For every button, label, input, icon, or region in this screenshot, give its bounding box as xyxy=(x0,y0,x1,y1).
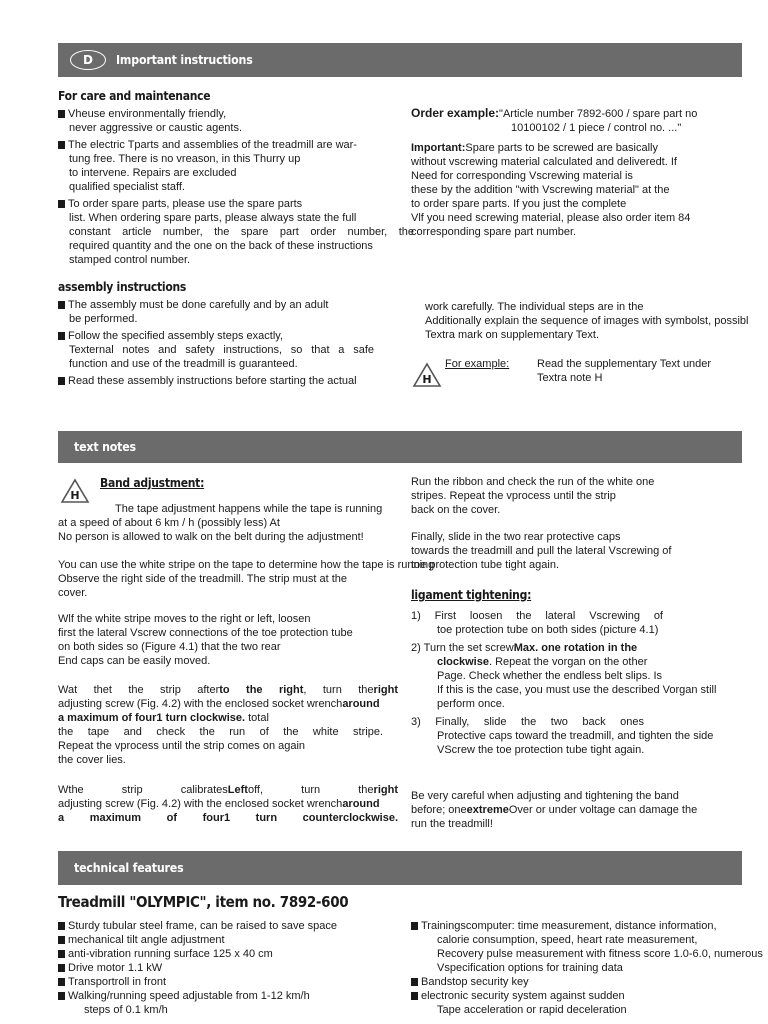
assembly-heading: assembly instructions xyxy=(58,280,187,294)
tech-feature: mechanical tilt angle adjustment xyxy=(58,933,337,947)
tech-feature: Bandstop security key xyxy=(411,975,763,989)
tech-feature: electronic security system against sudden xyxy=(411,989,763,1003)
warning-triangle-letter: H xyxy=(422,373,432,386)
important-label: Important: xyxy=(411,142,466,154)
assembly-item-2: Follow the specified assembly steps exactly, xyxy=(58,329,376,343)
band-intro: The tape adjustment happens while the tape is running at a speed of about 6 km / h (possibly less) At No person is allowed to walk on the belt during the adjustment! xyxy=(58,503,383,543)
tech-feature: anti-vibration running surface 125 x 40 cm xyxy=(58,947,337,961)
care-item-2: The electric Tparts and assemblies of the treadmill are war- xyxy=(58,138,410,152)
ligament-steps: 1) First loosen the lateral Vscrewing of toe protection tube on both sides (picture 4.1) 2) Turn the set screwMax. one rotation in the clockwise. Repeat the vorgan on the other Page. Check whether the endless belt slips. Is If this is the case, you must use the described Vorgan still perform once. 3) Finally, slide the two back ones Protective caps toward the treadmill, and tighten the side VScrew the toe protection tube tight again. xyxy=(411,610,717,756)
band-caps-note: Finally, slide in the two rear protective caps towards the treadmill and pull the lateral Vscrewing of toe protection tube tight again. xyxy=(411,531,672,571)
band-run-check: Run the ribbon and check the run of the white one stripes. Repeat the vprocess until the strip back on the cover. xyxy=(411,476,655,516)
warning-triangle-icon xyxy=(60,478,90,504)
assembly-list: The assembly must be done carefully and by an adult be performed. Follow the specified assembly steps exactly, Texternal notes and safety instructions, so that a safe function and use of the treadmill is guaranteed. Read these assembly instructions before starting the actual xyxy=(58,298,376,388)
important-note: Important:Spare parts to be screwed are basically without vscrewing material calculated and deliveredt. If Need for corresponding Vscrewing material is these by the addition "with Vscrewing material" at the to order spare parts. If you just the complete Vlf you need screwing material, please also order item 84 corresponding spare part number. xyxy=(411,142,691,238)
ligament-heading: ligament tightening: xyxy=(411,588,532,602)
care-heading: For care and maintenance xyxy=(58,89,211,103)
section-bar-text-notes xyxy=(58,431,742,463)
assembly-item-1: The assembly must be done carefully and by an adult xyxy=(58,298,376,312)
care-item-3: To order spare parts, please use the spare parts xyxy=(58,197,410,211)
tech-feature: Transportroll in front xyxy=(58,975,337,989)
section-bar-technical xyxy=(58,851,742,885)
assembly-example: For example: Read the supplementary Text under Textra note H xyxy=(445,358,712,384)
ligament-warning: Be very careful when adjusting and tightening the band before; oneextremeOver or under voltage can damage the run the treadmill! xyxy=(411,790,698,830)
tech-feature: Drive motor 1.1 kW xyxy=(58,961,337,975)
band-adjustment-heading: Band adjustment: xyxy=(100,476,205,490)
assembly-continued: work carefully. The individual steps are in the Additionally explain the sequence of images with symbolst, possibl Textra mark on supplementary Text. xyxy=(425,301,749,341)
tech-features-left: Sturdy tubular steel frame, can be raised to save space mechanical tilt angle adjustment anti-vibration running surface 125 x 40 cm Drive motor 1.1 kW Transportroll in front Walking/running speed adjustable from 1-12 km/h steps of 0.1 km/h xyxy=(58,919,337,1017)
section-title: technical features xyxy=(74,861,184,875)
section-title: text notes xyxy=(74,440,136,454)
section-badge: D xyxy=(70,50,106,70)
band-stripe-note: You can use the white stripe on the tape to determine how the tape is running Observe the right side of the treadmill. The strip must at the cover. xyxy=(58,559,435,599)
care-list: Vheuse environmentally friendly, never aggressive or caustic agents. The electric Tparts and assemblies of the treadmill are war- tung free. There is no vreason, in this Thurry up to intervene. Repairs are excluded qualified specialist staff. To order spare parts, please use the spare parts list. When ordering spare parts, please always state the full constant article number, the spare part order number, the required quantity and the one on the back of these instructions stamped control number. xyxy=(58,107,410,267)
band-right-adjust: Wat thet the strip afterto the right, turn theright adjusting screw (Fig. 4.2) with the enclosed socket wrencharound a maximum of four1 turn clockwise. total the tape and check the run of the white stripe. Repeat the vprocess until the strip comes on again the cover lies. xyxy=(58,684,398,766)
order-example-label: Order example: xyxy=(411,106,500,120)
tech-feature: Sturdy tubular steel frame, can be raised to save space xyxy=(58,919,337,933)
assembly-item-3: Read these assembly instructions before starting the actual xyxy=(58,374,376,388)
warning-triangle-letter: H xyxy=(70,489,80,502)
section-bar-important xyxy=(58,43,742,77)
product-title: Treadmill "OLYMPIC", item no. 7892-600 xyxy=(58,893,349,911)
tech-feature: Walking/running speed adjustable from 1-12 km/h xyxy=(58,989,337,1003)
example-label: For example: xyxy=(445,358,510,370)
order-example: Order example:"Article number 7892-600 / spare part no 10100102 / 1 piece / control no. ..." xyxy=(411,106,698,134)
warning-triangle-icon xyxy=(412,362,442,388)
section-title: Important instructions xyxy=(116,53,253,67)
tech-feature: Trainingscomputer: time measurement, distance information, xyxy=(411,919,763,933)
tech-features-right: Trainingscomputer: time measurement, distance information, calorie consumption, speed, heart rate measurement, Recovery pulse measurement with fitness score 1.0-6.0, numerous Vspecification options for training data Bandstop security key electronic security system against sudden Tape acceleration or rapid deceleration xyxy=(411,919,763,1017)
band-left-adjust: Wthe strip calibratesLeftoff, turn theright adjusting screw (Fig. 4.2) with the enclosed socket wrencharound a maximum of four1 turn counterclockwise. xyxy=(58,784,398,824)
care-item-1: Vheuse environmentally friendly, xyxy=(58,107,410,121)
band-loosen-note: Wlf the white stripe moves to the right or left, loosen first the lateral Vscrew connections of the toe protection tube on both sides so (Figure 4.1) that the two rear End caps can be easily moved. xyxy=(58,613,353,667)
